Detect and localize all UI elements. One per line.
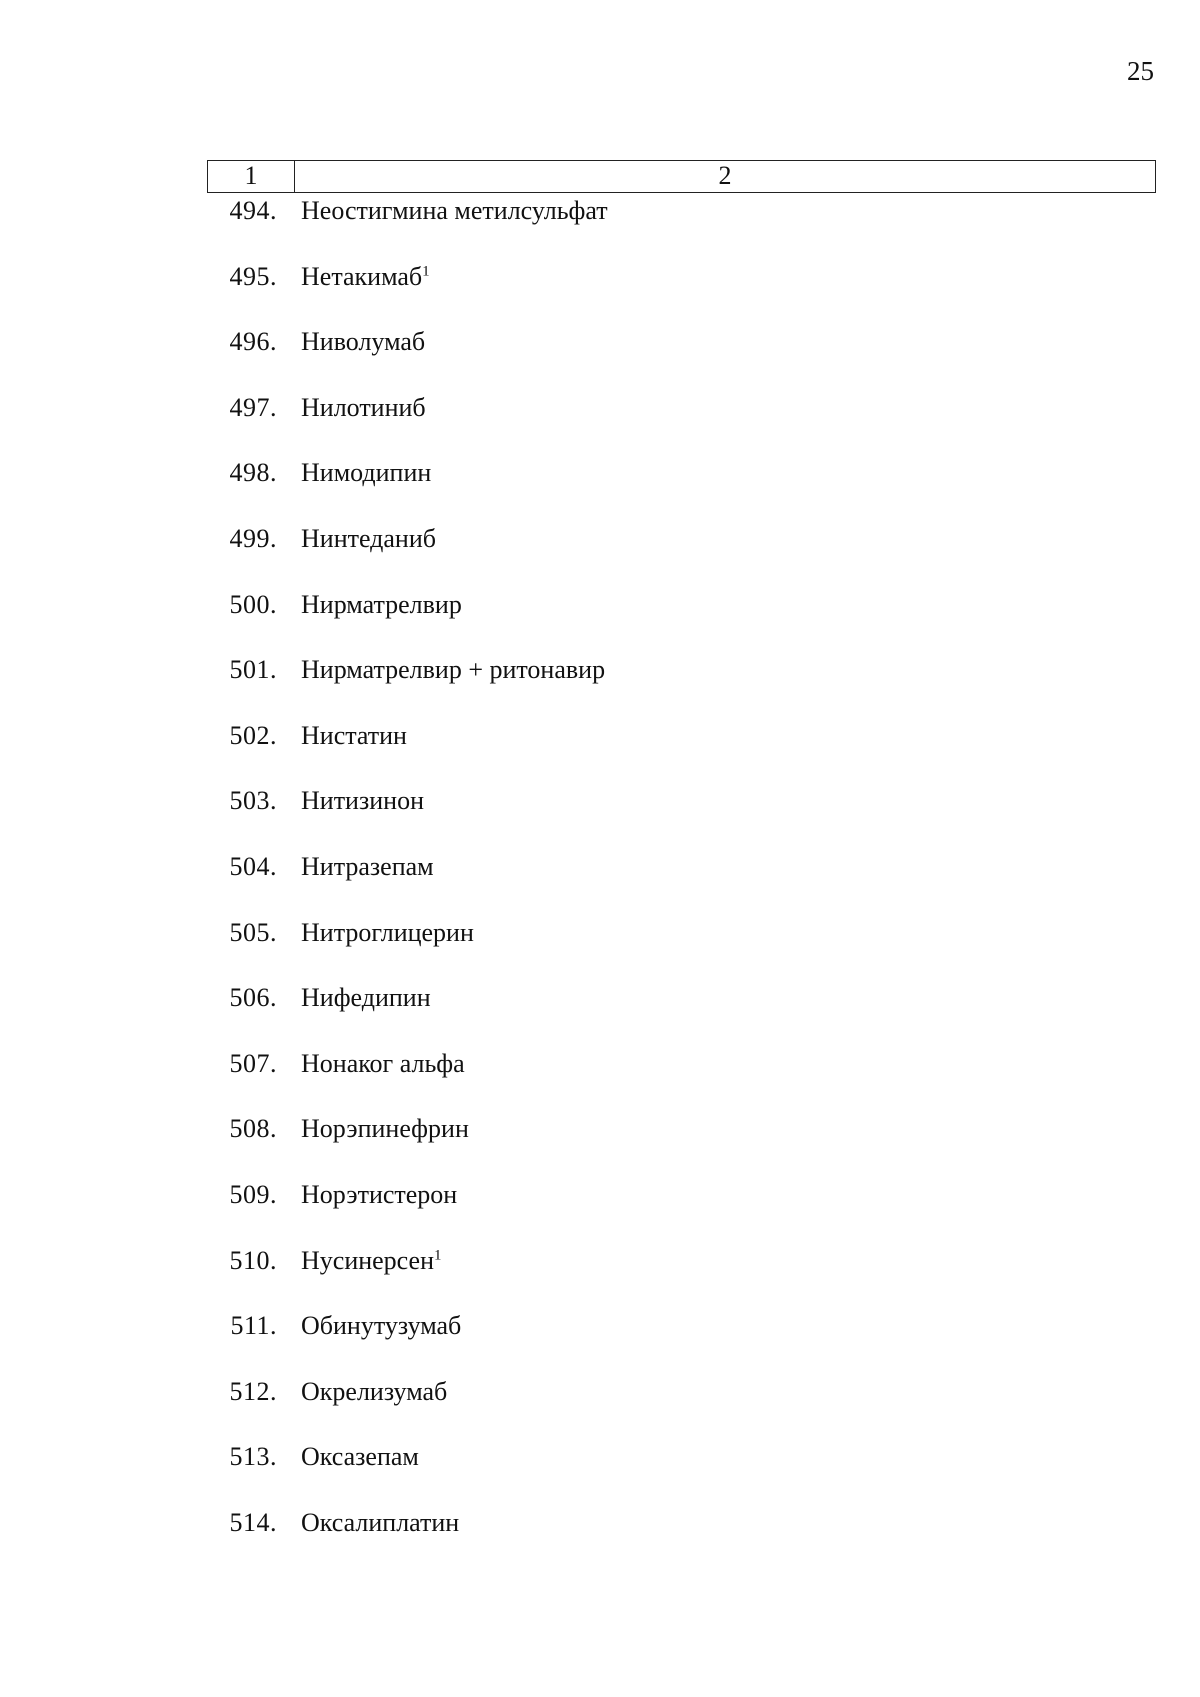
- header-cell-col-1: 1: [208, 161, 295, 192]
- row-number: 503.: [229, 786, 277, 816]
- medication-name-cell: [301, 1111, 469, 1147]
- table-row: [207, 1243, 1156, 1309]
- medication-name-cell: [301, 1374, 447, 1410]
- row-number: 510.: [229, 1245, 277, 1275]
- row-number: 499.: [229, 523, 277, 553]
- medication-name: Нифедипин: [301, 983, 431, 1013]
- table-row: [207, 1177, 1156, 1243]
- table-header: [207, 160, 1156, 193]
- medication-name: Нинтеданиб: [301, 523, 436, 553]
- medication-name-cell: [301, 390, 426, 426]
- table-row: [207, 1111, 1156, 1177]
- medication-name: Нитизинон: [301, 786, 424, 816]
- medication-name-cell: [301, 324, 425, 360]
- medication-name: Нирматрелвир + ритонавир: [301, 655, 606, 685]
- row-number: 505.: [229, 917, 277, 947]
- table-row: [207, 849, 1156, 915]
- medication-name-cell: [301, 455, 431, 491]
- medication-name-cell: [301, 783, 424, 819]
- row-number: 497.: [229, 392, 277, 422]
- row-number: 511.: [230, 1311, 277, 1341]
- header-cell-col-2: 2: [718, 161, 732, 190]
- row-number: 509.: [229, 1179, 277, 1209]
- table-row: [207, 915, 1156, 981]
- table-row: [207, 324, 1156, 390]
- table-row: [207, 521, 1156, 587]
- medication-name: Нимодипин: [301, 458, 432, 488]
- medication-name-cell: [301, 1505, 459, 1541]
- medication-name-cell: [301, 1243, 442, 1279]
- medication-name: Оксазепам: [301, 1442, 419, 1472]
- medication-name: Нитразепам: [301, 851, 434, 881]
- table-row: [207, 1374, 1156, 1440]
- medication-name-cell: [301, 915, 474, 951]
- medication-name: Обинутузумаб: [301, 1311, 462, 1341]
- table-row: [207, 980, 1156, 1046]
- table-row: [207, 1439, 1156, 1505]
- row-number: 512.: [229, 1376, 277, 1406]
- row-number: 502.: [229, 720, 277, 750]
- footnote-marker: 1: [434, 1246, 442, 1263]
- medication-name: Норэпинефрин: [301, 1114, 469, 1144]
- row-number: 498.: [229, 458, 277, 488]
- table-row: [207, 1046, 1156, 1112]
- medication-name: Нистатин: [301, 720, 407, 750]
- footnote-marker: 1: [422, 262, 430, 279]
- medication-name-cell: [301, 1046, 465, 1082]
- medication-name-cell: [301, 980, 431, 1016]
- medication-name-cell: [301, 193, 608, 229]
- medication-name: Ниволумаб: [301, 327, 426, 357]
- row-number: 514.: [229, 1507, 277, 1537]
- medication-name-cell: [301, 1308, 461, 1344]
- medication-list: [207, 193, 1156, 1570]
- medication-name-cell: [301, 259, 430, 295]
- medication-name: Нирматрелвир: [301, 589, 462, 619]
- row-number: 495.: [229, 261, 277, 291]
- table-row: [207, 652, 1156, 718]
- medication-name: Нитроглицерин: [301, 917, 474, 947]
- medication-name-cell: [301, 849, 434, 885]
- medication-name: Неостигмина метилсульфат: [301, 196, 608, 225]
- table-row: [207, 390, 1156, 456]
- medication-name: Оксалиплатин: [301, 1507, 460, 1537]
- table-row: [207, 259, 1156, 325]
- row-number: 513.: [229, 1442, 277, 1472]
- medication-name: Нонаког альфа: [301, 1048, 465, 1078]
- row-number: 508.: [229, 1114, 277, 1144]
- row-number: 507.: [229, 1048, 277, 1078]
- medication-name: Окрелизумаб: [301, 1376, 448, 1406]
- row-number: 494.: [229, 196, 277, 225]
- table-row: [207, 193, 1156, 259]
- table-row: [207, 1308, 1156, 1374]
- row-number: 506.: [229, 983, 277, 1013]
- table-row: [207, 718, 1156, 784]
- medication-name-cell: [301, 1439, 419, 1475]
- medication-name: Нетакимаб: [301, 261, 423, 291]
- table-row: [207, 455, 1156, 521]
- row-number: 500.: [229, 589, 277, 619]
- medication-name-cell: [301, 718, 407, 754]
- medication-name-cell: [301, 652, 605, 688]
- medication-name-cell: [301, 1177, 457, 1213]
- table-row: [207, 1505, 1156, 1571]
- medication-name-cell: [301, 521, 436, 557]
- table-row: [207, 783, 1156, 849]
- medication-name: Нилотиниб: [301, 392, 426, 422]
- row-number: 496.: [229, 327, 277, 357]
- medication-name: Норэтистерон: [301, 1179, 458, 1209]
- table-row: [207, 587, 1156, 653]
- medication-name-cell: [301, 587, 462, 623]
- row-number: 504.: [229, 851, 277, 881]
- row-number: 501.: [229, 655, 277, 685]
- medication-name: Нусинерсен: [301, 1245, 434, 1275]
- page-number: 25: [1127, 56, 1154, 86]
